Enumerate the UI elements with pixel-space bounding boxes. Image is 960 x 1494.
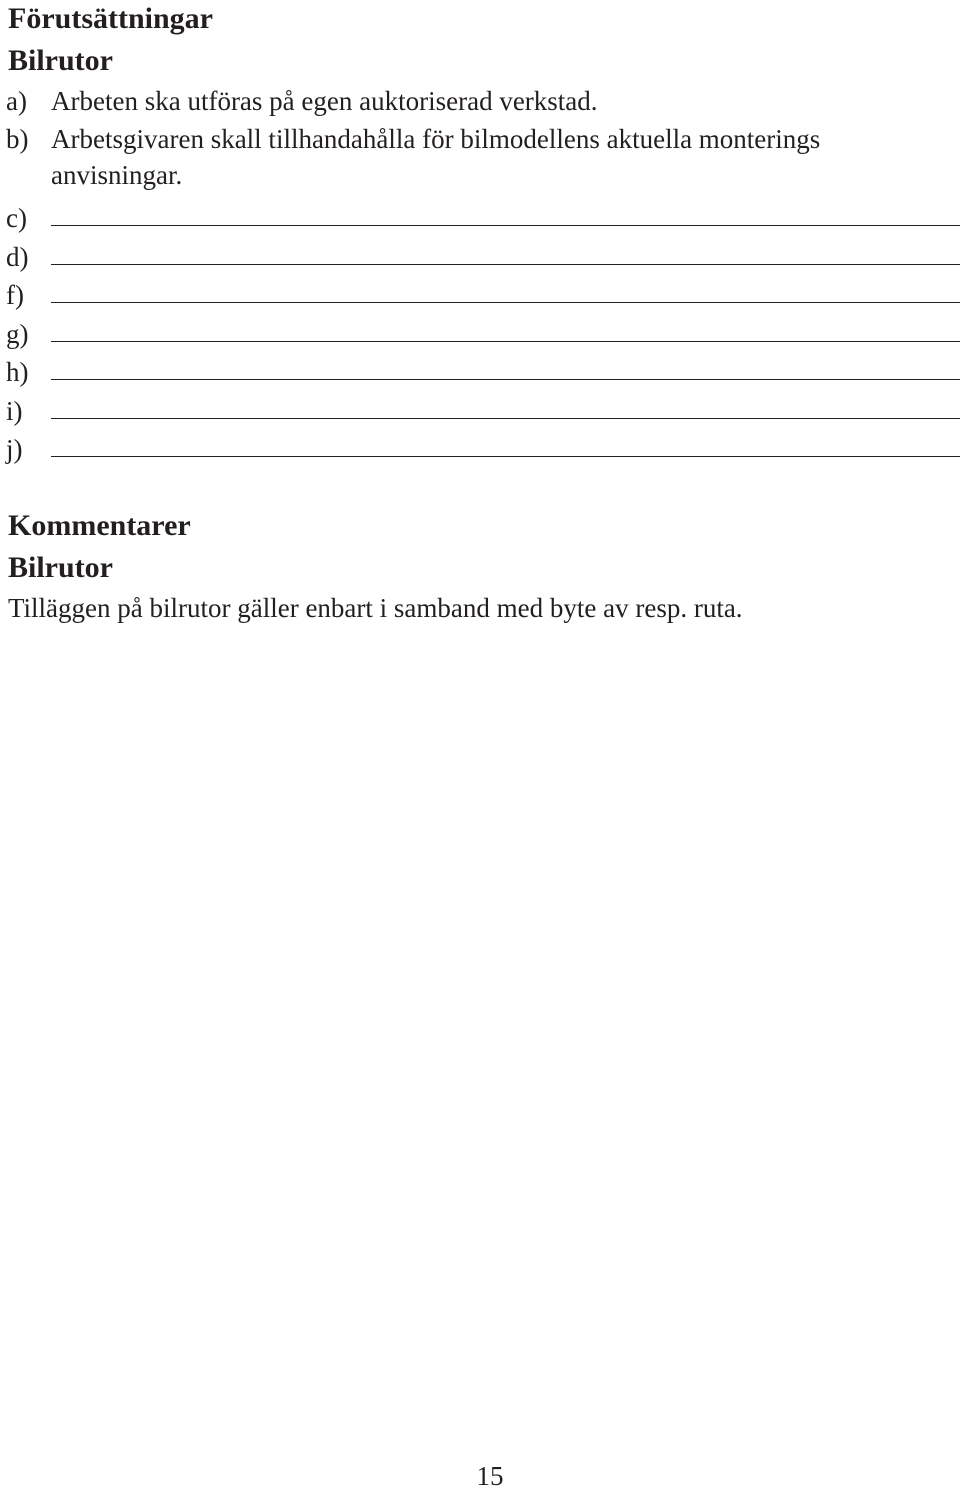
section-title-forutsattningar: Förutsättningar	[8, 2, 213, 35]
fill-in-line	[51, 264, 960, 265]
list-item-letter: a)	[6, 86, 27, 116]
blank-line-letter: c)	[6, 203, 27, 233]
blank-line-letter: i)	[6, 396, 23, 426]
blank-line-letter: g)	[6, 319, 29, 349]
blank-line-d	[6, 239, 960, 275]
blank-line-letter: d)	[6, 242, 29, 272]
fill-in-line	[51, 302, 960, 303]
blank-line-j	[6, 431, 960, 467]
blank-line-letter: f)	[6, 280, 24, 310]
blank-line-h	[6, 354, 960, 390]
list-item-text: Arbetsgivaren skall tillhandahålla för bilmodellens aktuella monterings anvisningar.	[51, 124, 821, 190]
fill-in-line	[51, 341, 960, 342]
blank-line-c	[6, 200, 960, 236]
page-number: 15	[476, 1461, 504, 1491]
section-subtitle-bilrutor: Bilrutor	[8, 44, 113, 77]
list-item-letter: b)	[6, 124, 29, 154]
blank-line-f	[6, 277, 960, 313]
comment-text: Tilläggen på bilrutor gäller enbart i samband med byte av resp. ruta.	[8, 593, 743, 623]
section-subtitle-bilrutor-2: Bilrutor	[8, 551, 113, 584]
blank-line-g	[6, 316, 960, 352]
blank-line-letter: j)	[6, 434, 23, 464]
list-item-text: Arbeten ska utföras på egen auktoriserad verkstad.	[51, 86, 598, 116]
fill-in-line	[51, 456, 960, 457]
blank-line-letter: h)	[6, 357, 29, 387]
fill-in-line	[51, 418, 960, 419]
fill-in-line	[51, 379, 960, 380]
blank-line-i	[6, 393, 960, 429]
fill-in-line	[51, 225, 960, 226]
section-title-kommentarer: Kommentarer	[8, 509, 191, 542]
